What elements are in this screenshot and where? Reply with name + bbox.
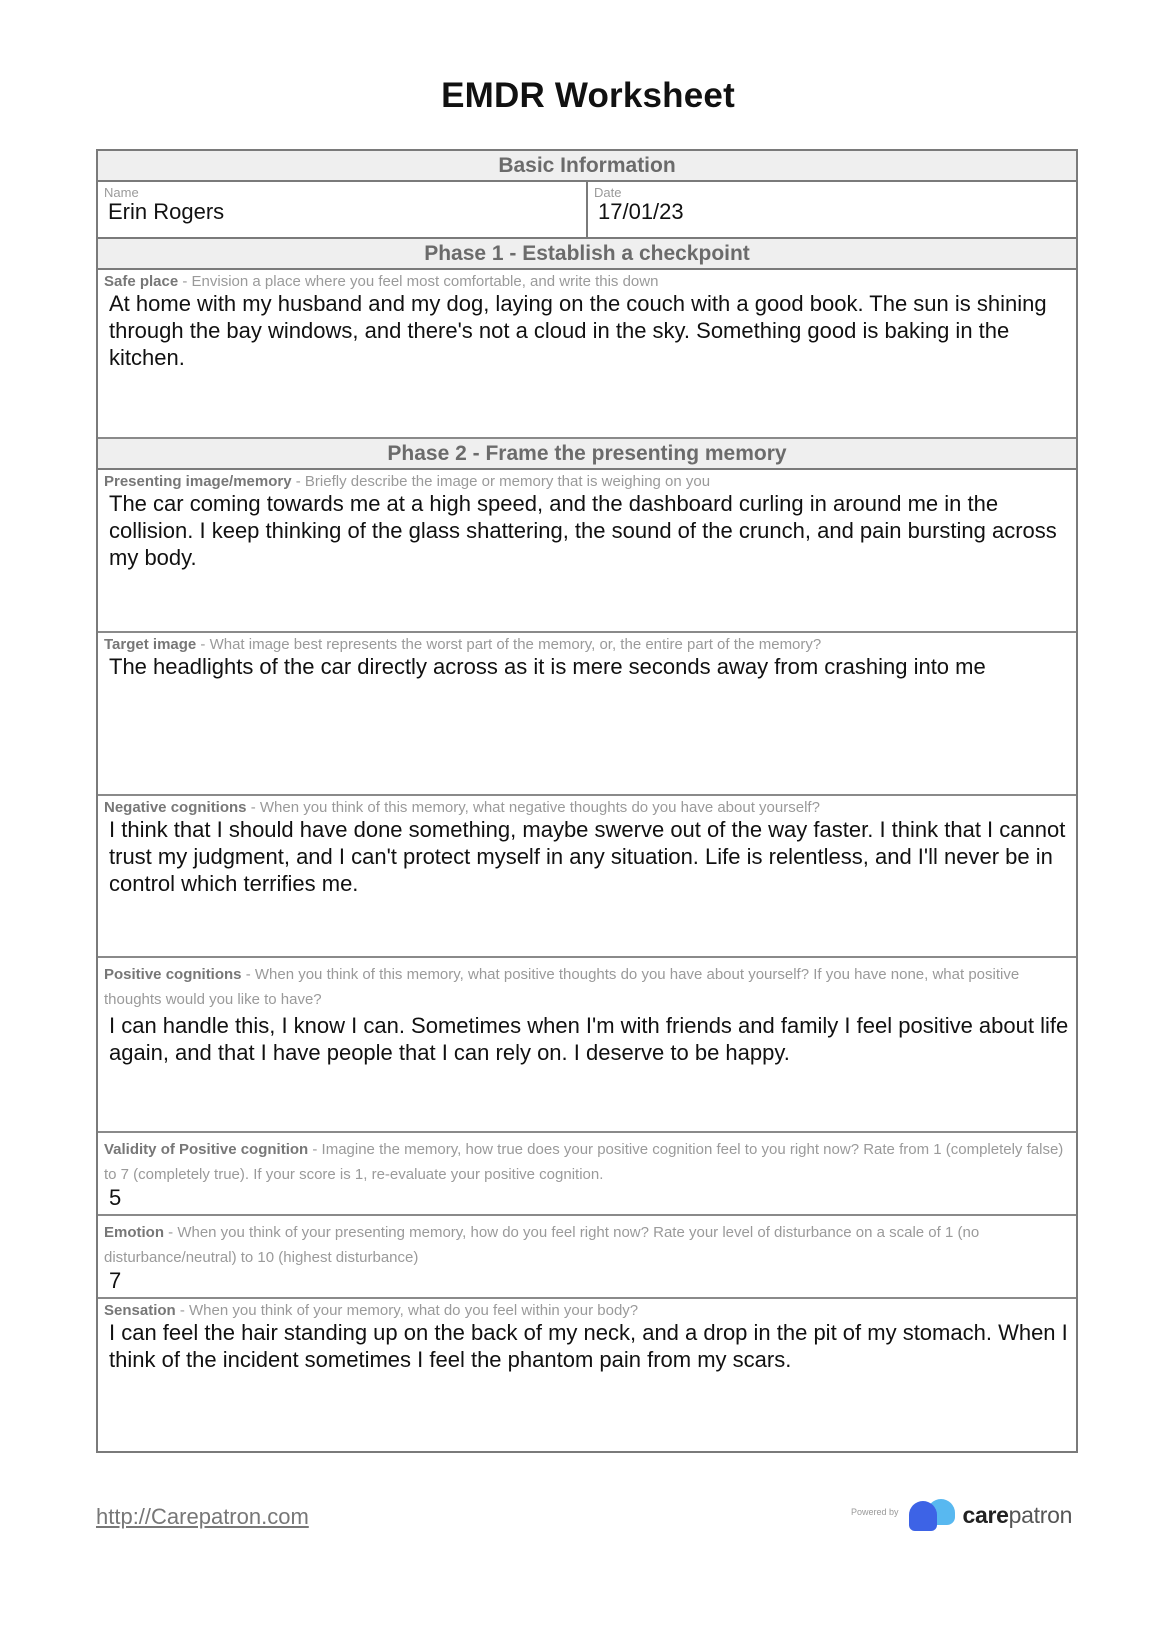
negative-cognitions-label: Negative cognitions [104, 799, 247, 816]
safe-place-answer[interactable]: At home with my husband and my dog, laying on the couch with a good book. The sun is shining through the bay windows, and there's not a cloud in the sky. Something good is baking in the kitchen. [109, 291, 1047, 370]
sensation-field[interactable] [98, 1299, 1076, 1451]
name-label: Name [104, 185, 139, 200]
sensation-answer[interactable]: I can feel the hair standing up on the back of my neck, and a drop in the pit of my stomach. When I think of the incident sometimes I feel the phantom pain from my scars. [109, 1320, 1068, 1372]
emotion-prompt [104, 1220, 1070, 1270]
negative-cognitions-instructions: - When you think of this memory, what negative thoughts do you have about yourself? [246, 799, 820, 816]
emotion-answer[interactable]: 7 [109, 1268, 122, 1293]
presenting-memory-prompt [104, 474, 1070, 490]
carepatron-link[interactable]: http://Carepatron.com [96, 1504, 309, 1529]
positive-cognitions-field[interactable] [98, 958, 1076, 1133]
emotion-instructions: - When you think of your presenting memory, how do you feel right now? Rate your level of disturbance on a scale of 1 (no disturbance/neutral) to 10 (highest disturbance) [104, 1224, 980, 1266]
validity-answer[interactable]: 5 [109, 1185, 122, 1210]
target-image-field[interactable] [98, 633, 1076, 796]
positive-cognitions-instructions: - When you think of this memory, what positive thoughts do you have about yourself? If you have none, what positive thoughts would you like to have? [104, 966, 1020, 1008]
section-header-phase-1: Phase 1 - Establish a checkpoint [98, 239, 1076, 270]
negative-cognitions-prompt [104, 800, 1070, 816]
safe-place-instructions: - Envision a place where you feel most comfortable, and write this down [178, 273, 659, 290]
name-value[interactable]: Erin Rogers [108, 199, 225, 224]
sensation-label: Sensation [104, 1302, 176, 1319]
target-image-prompt [104, 637, 1070, 653]
carepatron-logo-icon [909, 1499, 957, 1531]
safe-place-prompt [104, 274, 1070, 290]
positive-cognitions-label: Positive cognitions [104, 966, 242, 983]
negative-cognitions-answer[interactable]: I think that I should have done something, maybe swerve out of the way faster. I think that I cannot trust my judgment, and I can't protect myself in any situation. Life is relentless, and I'll never be in control which terrifies me. [109, 817, 1066, 896]
sensation-prompt [104, 1303, 1070, 1319]
positive-cognitions-answer[interactable]: I can handle this, I know I can. Sometimes when I'm with friends and family I feel positive about life again, and that I have people that I can rely on. I deserve to be happy. [109, 1013, 1069, 1065]
safe-place-field[interactable] [98, 270, 1076, 439]
negative-cognitions-field[interactable] [98, 796, 1076, 958]
safe-place-label: Safe place [104, 273, 179, 290]
powered-by-label: Powered by [851, 1507, 899, 1517]
document-title: EMDR Worksheet [441, 76, 735, 115]
presenting-memory-field[interactable] [98, 470, 1076, 633]
date-field[interactable] [586, 182, 1076, 237]
section-header-basic-information: Basic Information [98, 151, 1076, 182]
validity-instructions: - Imagine the memory, how true does your positive cognition feel to you right now? Rate from 1 (completely false) to 7 (completely true). If your score is 1, re-evaluate your positive cognition. [104, 1141, 1064, 1183]
section-header-phase-2: Phase 2 - Frame the presenting memory [98, 439, 1076, 470]
target-image-instructions: - What image best represents the worst part of the memory, or, the entire part of the memory? [196, 636, 822, 653]
presenting-memory-answer[interactable]: The car coming towards me at a high speed, and the dashboard curling in around me in the collision. I keep thinking of the glass shattering, the sound of the crunch, and pain bursting across my body. [109, 491, 1057, 570]
presenting-memory-instructions: - Briefly describe the image or memory that is weighing on you [291, 473, 711, 490]
target-image-label: Target image [104, 636, 197, 653]
name-field[interactable] [98, 182, 586, 237]
emotion-label: Emotion [104, 1224, 164, 1241]
powered-by-carepatron[interactable] [851, 1495, 1072, 1535]
validity-label: Validity of Positive cognition [104, 1141, 309, 1158]
validity-of-positive-cognition-field[interactable] [98, 1133, 1076, 1216]
presenting-memory-label: Presenting image/memory [104, 473, 292, 490]
wordmark-rest: patron [1008, 1501, 1073, 1528]
emotion-field[interactable] [98, 1216, 1076, 1299]
basic-info-row [98, 182, 1076, 239]
date-value[interactable]: 17/01/23 [598, 199, 684, 224]
positive-cognitions-prompt [104, 962, 1070, 1012]
target-image-answer[interactable]: The headlights of the car directly across as it is mere seconds away from crashing into me [109, 654, 986, 679]
date-label: Date [594, 185, 622, 200]
carepatron-wordmark [963, 1502, 1073, 1529]
worksheet-table [96, 149, 1078, 1453]
sensation-instructions: - When you think of your memory, what do you feel within your body? [175, 1302, 639, 1319]
validity-prompt [104, 1137, 1070, 1187]
wordmark-bold: care [962, 1501, 1009, 1528]
